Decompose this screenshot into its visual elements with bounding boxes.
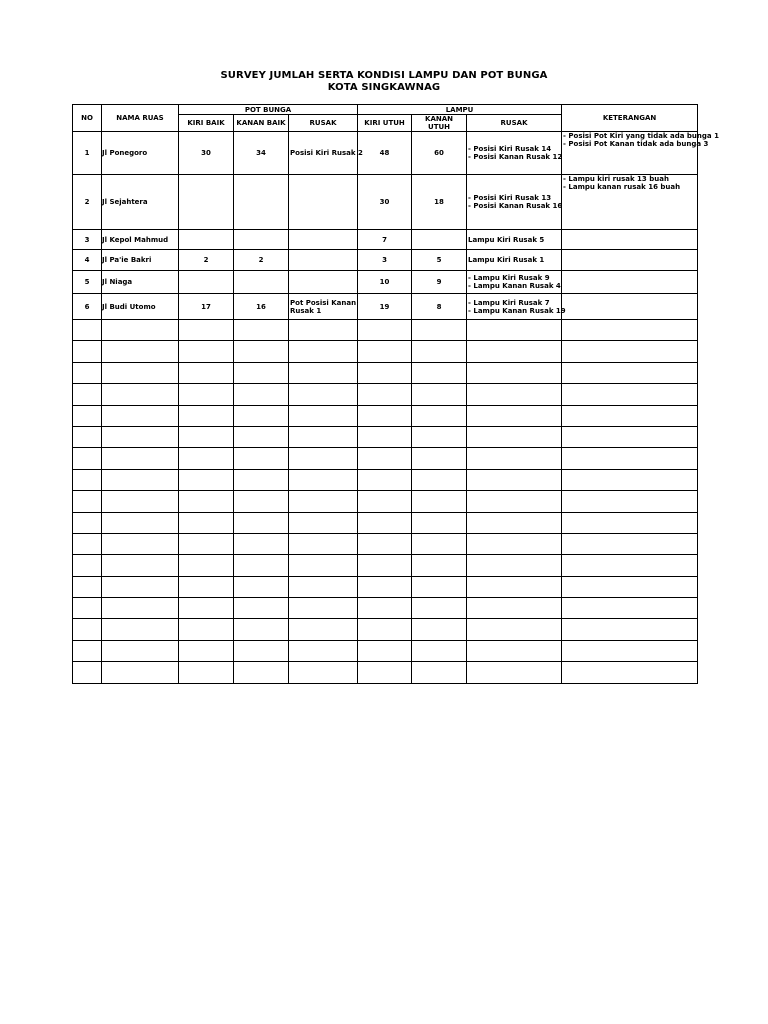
cell-empty: [179, 662, 234, 683]
header-keterangan: KETERANGAN: [562, 105, 698, 132]
cell-empty: [179, 469, 234, 490]
table-body: [73, 132, 719, 684]
cell-no: 4: [73, 250, 102, 271]
cell-empty: [467, 405, 562, 426]
cell-kanan-utuh: 5: [412, 250, 467, 271]
cell-kiri-baik: [179, 175, 234, 230]
cell-empty: [412, 512, 467, 533]
cell-empty: [179, 491, 234, 512]
cell-kiri-utuh: 10: [358, 271, 412, 294]
cell-kanan-baik: [234, 230, 289, 250]
header-kanan-baik: KANAN BAIK: [234, 115, 289, 132]
cell-empty: [412, 662, 467, 683]
cell-empty: [234, 491, 289, 512]
cell-empty: [358, 576, 412, 597]
cell-no: 6: [73, 294, 102, 320]
cell-empty: [412, 320, 467, 341]
cell-pot-rusak: [289, 294, 358, 320]
cell-empty: [102, 491, 179, 512]
cell-kanan-utuh: [412, 230, 467, 250]
cell-empty: [102, 662, 179, 683]
cell-empty: [73, 320, 102, 341]
table-row-empty: [73, 555, 698, 576]
cell-kiri-utuh: 19: [358, 294, 412, 320]
table-row: [73, 175, 698, 230]
table-row-empty: [73, 662, 698, 683]
cell-empty: [289, 512, 358, 533]
cell-empty: [102, 341, 179, 362]
cell-lampu-rusak-line: - Posisi Kanan Rusak 12: [468, 153, 563, 161]
cell-empty: [358, 426, 412, 447]
header-kiri-utuh: KIRI UTUH: [358, 115, 412, 132]
cell-empty: [234, 640, 289, 661]
cell-empty: [562, 512, 698, 533]
cell-kiri-baik: 17: [179, 294, 234, 320]
cell-empty: [412, 384, 467, 405]
cell-empty: [562, 533, 698, 554]
cell-empty: [289, 491, 358, 512]
cell-kanan-baik: 16: [234, 294, 289, 320]
table-row: [73, 250, 698, 271]
cell-empty: [73, 469, 102, 490]
cell-empty: [234, 384, 289, 405]
cell-lampu-rusak: [467, 271, 562, 294]
cell-empty: [467, 619, 562, 640]
cell-empty: [289, 384, 358, 405]
cell-kanan-utuh: 60: [412, 132, 467, 175]
cell-empty: [562, 662, 698, 683]
cell-empty: [234, 362, 289, 383]
table-row-empty: [73, 512, 698, 533]
cell-keterangan: [562, 175, 698, 230]
cell-empty: [289, 320, 358, 341]
cell-pot-rusak: [289, 230, 358, 250]
cell-pot-rusak-line: Pot Posisi Kanan: [290, 298, 357, 307]
cell-lampu-rusak-line: Lampu Kiri Rusak 5: [468, 235, 545, 244]
cell-empty: [289, 448, 358, 469]
cell-kiri-utuh: 30: [358, 175, 412, 230]
cell-empty: [412, 555, 467, 576]
cell-empty: [412, 448, 467, 469]
table-row-empty: [73, 405, 698, 426]
cell-empty: [179, 555, 234, 576]
cell-empty: [102, 362, 179, 383]
header-lampu: LAMPU: [358, 105, 562, 115]
cell-empty: [358, 640, 412, 661]
header-kiri-baik: KIRI BAIK: [179, 115, 234, 132]
table-row-empty: [73, 448, 698, 469]
cell-empty: [102, 533, 179, 554]
cell-lampu-rusak-line: - Lampu Kanan Rusak 19: [468, 306, 566, 315]
cell-empty: [412, 598, 467, 619]
cell-empty: [234, 662, 289, 683]
cell-empty: [467, 640, 562, 661]
cell-keterangan: [562, 230, 698, 250]
cell-empty: [102, 598, 179, 619]
cell-pot-rusak: [289, 132, 363, 175]
table-row-empty: [73, 533, 698, 554]
cell-pot-rusak: [289, 175, 358, 230]
cell-empty: [73, 426, 102, 447]
cell-empty: [234, 576, 289, 597]
cell-lampu-rusak: [467, 294, 566, 320]
cell-empty: [102, 555, 179, 576]
cell-lampu-rusak-line: Lampu Kiri Rusak 1: [468, 256, 545, 264]
cell-empty: [102, 320, 179, 341]
cell-kiri-baik: [179, 271, 234, 294]
cell-empty: [358, 512, 412, 533]
cell-empty: [412, 619, 467, 640]
cell-empty: [358, 598, 412, 619]
cell-empty: [234, 598, 289, 619]
cell-kanan-utuh: 9: [412, 271, 467, 294]
cell-empty: [562, 491, 698, 512]
cell-keterangan-line: - Lampu kanan rusak 16 buah: [563, 183, 681, 191]
cell-empty: [179, 405, 234, 426]
cell-empty: [289, 469, 358, 490]
cell-empty: [102, 512, 179, 533]
cell-kiri-baik: 30: [179, 132, 234, 175]
cell-empty: [358, 469, 412, 490]
cell-empty: [179, 448, 234, 469]
cell-empty: [467, 491, 562, 512]
cell-empty: [562, 341, 698, 362]
cell-keterangan-line: - Posisi Pot Kanan tidak ada bunga 3: [563, 140, 709, 148]
cell-kanan-baik: [234, 175, 289, 230]
cell-empty: [179, 533, 234, 554]
cell-empty: [412, 491, 467, 512]
cell-kanan-utuh: 18: [412, 175, 467, 230]
header-pot-bunga: POT BUNGA: [179, 105, 358, 115]
cell-pot-rusak: [289, 250, 358, 271]
cell-empty: [102, 469, 179, 490]
cell-empty: [73, 662, 102, 683]
cell-empty: [358, 384, 412, 405]
cell-kiri-utuh: 3: [358, 250, 412, 271]
cell-empty: [358, 491, 412, 512]
cell-no: 1: [73, 132, 102, 175]
cell-empty: [234, 512, 289, 533]
cell-empty: [289, 426, 358, 447]
cell-lampu-rusak-line: - Posisi Kiri Rusak 14: [468, 145, 552, 153]
cell-empty: [73, 491, 102, 512]
cell-empty: [289, 533, 358, 554]
cell-nama-ruas: Jl Pa'ie Bakri: [102, 250, 179, 271]
cell-empty: [562, 320, 698, 341]
cell-empty: [467, 662, 562, 683]
cell-empty: [289, 662, 358, 683]
cell-empty: [179, 640, 234, 661]
cell-keterangan: [562, 250, 698, 271]
cell-empty: [412, 362, 467, 383]
cell-empty: [358, 362, 412, 383]
cell-kanan-baik: [234, 271, 289, 294]
cell-empty: [467, 576, 562, 597]
table-row-empty: [73, 491, 698, 512]
cell-empty: [467, 512, 562, 533]
table-row: [73, 271, 698, 294]
cell-keterangan: [562, 132, 719, 175]
cell-empty: [412, 426, 467, 447]
table-row: [73, 294, 698, 320]
cell-empty: [102, 384, 179, 405]
cell-empty: [358, 662, 412, 683]
cell-empty: [358, 555, 412, 576]
table-row-empty: [73, 384, 698, 405]
cell-lampu-rusak: [467, 250, 562, 271]
cell-empty: [234, 405, 289, 426]
cell-kanan-baik: 2: [234, 250, 289, 271]
cell-empty: [289, 598, 358, 619]
cell-nama-ruas: Jl Ponegoro: [102, 132, 179, 175]
table-row-empty: [73, 362, 698, 383]
table-row-empty: [73, 576, 698, 597]
cell-pot-rusak-line: Rusak 1: [290, 306, 322, 315]
cell-empty: [73, 555, 102, 576]
cell-empty: [234, 619, 289, 640]
cell-lampu-rusak: [467, 132, 562, 175]
cell-lampu-rusak-line: - Posisi Kiri Rusak 13: [468, 194, 552, 202]
cell-lampu-rusak: [467, 230, 562, 250]
header-nama-ruas: NAMA RUAS: [102, 105, 179, 132]
cell-empty: [234, 469, 289, 490]
document-subtitle: KOTA SINGKAWNAG: [327, 82, 441, 93]
cell-pot-rusak-line: Posisi Kiri Rusak 2: [290, 149, 363, 157]
cell-empty: [179, 320, 234, 341]
cell-lampu-rusak-line: - Posisi Kanan Rusak 16: [468, 202, 563, 210]
cell-empty: [467, 469, 562, 490]
cell-empty: [467, 598, 562, 619]
cell-empty: [73, 640, 102, 661]
cell-empty: [467, 448, 562, 469]
cell-lampu-rusak-line: - Lampu Kanan Rusak 4: [468, 282, 561, 290]
table-row-empty: [73, 469, 698, 490]
document-title: SURVEY JUMLAH SERTA KONDISI LAMPU DAN POT BUNGA: [220, 70, 548, 81]
header-lampu-rusak: RUSAK: [467, 115, 562, 132]
survey-table: [72, 104, 719, 684]
cell-keterangan-line: - Posisi Pot Kiri yang tidak ada bunga 1: [563, 132, 719, 140]
cell-empty: [467, 320, 562, 341]
cell-lampu-rusak: [467, 175, 562, 230]
cell-empty: [179, 426, 234, 447]
table-row-empty: [73, 619, 698, 640]
cell-empty: [73, 598, 102, 619]
cell-nama-ruas: Jl Sejahtera: [102, 175, 179, 230]
cell-empty: [179, 598, 234, 619]
cell-empty: [562, 426, 698, 447]
cell-no: 5: [73, 271, 102, 294]
cell-empty: [73, 576, 102, 597]
cell-empty: [234, 448, 289, 469]
cell-empty: [73, 405, 102, 426]
cell-lampu-rusak-line: - Lampu Kiri Rusak 9: [468, 274, 550, 282]
cell-empty: [102, 405, 179, 426]
cell-kiri-baik: [179, 230, 234, 250]
cell-empty: [234, 426, 289, 447]
cell-lampu-rusak-line: - Lampu Kiri Rusak 7: [468, 298, 550, 307]
cell-nama-ruas: Jl Budi Utomo: [102, 294, 179, 320]
cell-empty: [562, 384, 698, 405]
cell-empty: [358, 533, 412, 554]
cell-empty: [412, 405, 467, 426]
cell-empty: [289, 341, 358, 362]
cell-empty: [358, 619, 412, 640]
cell-kiri-utuh: 7: [358, 230, 412, 250]
cell-empty: [289, 576, 358, 597]
cell-nama-ruas: Jl Niaga: [102, 271, 179, 294]
cell-empty: [562, 405, 698, 426]
cell-empty: [412, 469, 467, 490]
cell-empty: [102, 619, 179, 640]
cell-keterangan-line: - Lampu kiri rusak 13 buah: [563, 175, 669, 183]
cell-empty: [73, 512, 102, 533]
header-no: NO: [73, 105, 102, 132]
cell-empty: [358, 405, 412, 426]
cell-empty: [467, 362, 562, 383]
table-row-empty: [73, 341, 698, 362]
cell-empty: [234, 320, 289, 341]
cell-empty: [562, 555, 698, 576]
cell-empty: [467, 555, 562, 576]
header-kanan-utuh: KANAN UTUH: [412, 115, 467, 132]
table-row-empty: [73, 640, 698, 661]
cell-empty: [467, 533, 562, 554]
cell-empty: [562, 619, 698, 640]
cell-kiri-utuh: 48: [358, 132, 412, 175]
cell-empty: [358, 448, 412, 469]
cell-empty: [179, 512, 234, 533]
cell-empty: [179, 341, 234, 362]
cell-empty: [358, 320, 412, 341]
cell-empty: [234, 533, 289, 554]
cell-empty: [467, 426, 562, 447]
table-row: [73, 230, 698, 250]
cell-empty: [179, 619, 234, 640]
cell-empty: [562, 469, 698, 490]
cell-no: 2: [73, 175, 102, 230]
cell-empty: [102, 576, 179, 597]
cell-empty: [73, 341, 102, 362]
cell-empty: [73, 533, 102, 554]
table-row-empty: [73, 426, 698, 447]
header-pot-rusak: RUSAK: [289, 115, 358, 132]
cell-empty: [562, 576, 698, 597]
cell-empty: [562, 640, 698, 661]
cell-empty: [179, 384, 234, 405]
cell-empty: [234, 555, 289, 576]
cell-pot-rusak: [289, 271, 358, 294]
cell-empty: [102, 426, 179, 447]
cell-keterangan: [562, 294, 698, 320]
cell-empty: [234, 341, 289, 362]
cell-empty: [73, 619, 102, 640]
cell-empty: [102, 448, 179, 469]
cell-empty: [412, 533, 467, 554]
cell-empty: [73, 448, 102, 469]
cell-no: 3: [73, 230, 102, 250]
cell-empty: [73, 384, 102, 405]
cell-empty: [562, 362, 698, 383]
cell-empty: [358, 341, 412, 362]
cell-nama-ruas: Jl Kepol Mahmud: [102, 230, 179, 250]
cell-empty: [179, 362, 234, 383]
cell-empty: [179, 576, 234, 597]
table-row-empty: [73, 598, 698, 619]
cell-empty: [562, 598, 698, 619]
cell-empty: [467, 341, 562, 362]
table-row-empty: [73, 320, 698, 341]
cell-empty: [73, 362, 102, 383]
table-row: [73, 132, 698, 175]
cell-empty: [289, 362, 358, 383]
cell-empty: [467, 384, 562, 405]
cell-empty: [289, 405, 358, 426]
cell-empty: [102, 640, 179, 661]
cell-empty: [562, 448, 698, 469]
cell-keterangan: [562, 271, 698, 294]
cell-kanan-baik: 34: [234, 132, 289, 175]
cell-empty: [412, 341, 467, 362]
cell-empty: [289, 555, 358, 576]
cell-empty: [289, 619, 358, 640]
cell-empty: [412, 640, 467, 661]
cell-empty: [412, 576, 467, 597]
cell-kiri-baik: 2: [179, 250, 234, 271]
cell-kanan-utuh: 8: [412, 294, 467, 320]
cell-empty: [289, 640, 358, 661]
